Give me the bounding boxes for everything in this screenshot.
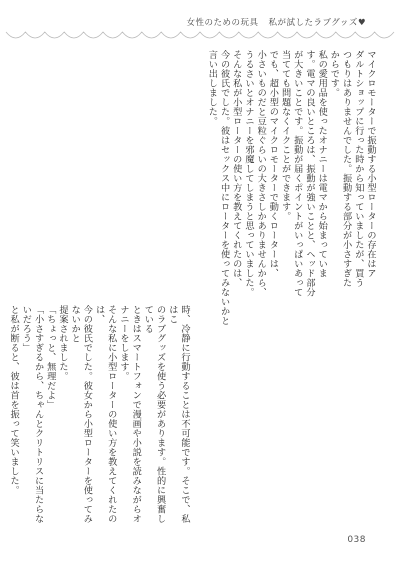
paragraph: つもりはありませんでした。振動する部分が小さすぎた <box>340 50 352 288</box>
paragraph: 言い出しました。 <box>206 50 218 126</box>
paragraph: が大きいことです。振動が届くポイントがいっぱいあって <box>291 50 303 297</box>
book-title: 女性のための玩具 <box>186 18 259 28</box>
text-column-right <box>186 50 376 360</box>
paragraph: 今の彼氏でした。彼はセックス中にローターを使ってみないかと <box>218 50 230 326</box>
paragraph: と私が断ると、彼は首を振って笑いました。 <box>8 305 20 495</box>
paragraph: ときはスマートフォンで漫画や小説を読みながらオナニーをします。 <box>117 305 142 524</box>
paragraph: そんな私に小型ローターの使い方を教えてくれたのは、 <box>93 305 117 524</box>
paragraph: 時、冷静に行動することは不可能です。そこで、私はこ <box>166 305 190 524</box>
text-column-left <box>8 305 190 530</box>
paragraph: 当てても問題なくイクことができます。 <box>279 50 291 221</box>
dialogue-line: 「ちょっと、無理だよ」 <box>44 305 56 410</box>
page-number: 038 <box>347 535 366 545</box>
paragraph: ダルトショップに行った時から知っていましたが、買う <box>352 50 364 288</box>
paragraph: からです。 <box>328 50 340 98</box>
scallop-border <box>6 30 394 42</box>
paragraph: うるさいとオナニーを邪魔してしまうと思っていました。 <box>242 50 254 297</box>
chapter-title: 私が試したラブグッズ♥ <box>268 18 366 28</box>
paragraph: そんな私が小型ローターの使い方を教えてくれたのは、 <box>230 50 242 288</box>
paragraph: 今の彼氏でした。彼女から小型ローターを使ってみないかと <box>69 305 93 524</box>
dialogue-line: 「小さすぎるから、ちゃんとクリトリスに当たらないだろう」 <box>20 305 44 524</box>
paragraph: マイクロモーターで振動する小型ローターの存在はア <box>365 50 376 278</box>
running-header <box>187 16 366 28</box>
paragraph: す。電マの良いところは、振動が強いことと、ヘッド部分 <box>303 50 315 297</box>
paragraph: のラブグッズを使う必要があります。性的に興奮している <box>142 305 166 524</box>
paragraph: 提案されました。 <box>56 305 68 381</box>
paragraph: 私の愛用品を使ったオナニーは電マから始まっていま <box>316 50 328 278</box>
paragraph: 小さいものだと豆粒ぐらいの大きさしかありませんから、 <box>255 50 267 297</box>
paragraph: でも、超小型のマイクロモーターで動くローターは、 <box>267 50 279 278</box>
